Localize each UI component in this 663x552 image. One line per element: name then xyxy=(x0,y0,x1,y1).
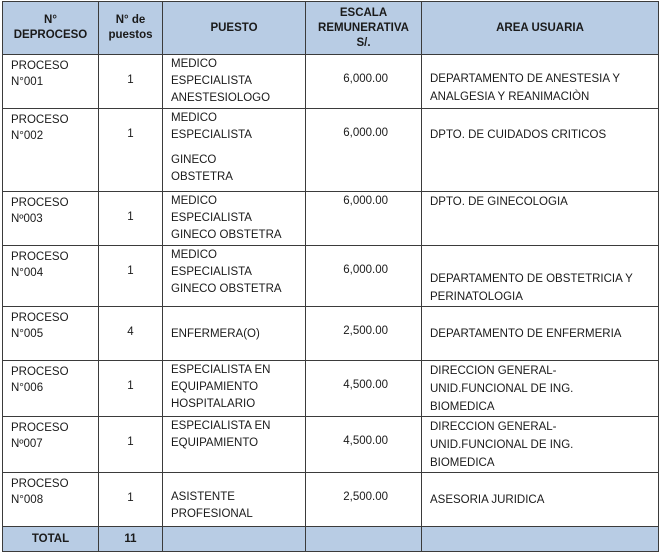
area-line: DPTO. DE GINECOLOGIA xyxy=(430,196,568,208)
area-line: BIOMEDICA xyxy=(430,457,495,469)
table-row xyxy=(3,55,659,109)
puestos-cell xyxy=(99,417,163,473)
puestos-cell xyxy=(99,55,163,109)
proceso-cell xyxy=(3,55,99,109)
header-escala-line: S/. xyxy=(356,36,371,49)
puesto-line: ENFERMERA(O) xyxy=(171,328,260,340)
puesto-line: GINECO OBSTETRA xyxy=(171,229,282,241)
proceso-line: Nº007 xyxy=(11,438,43,450)
puesto-cell xyxy=(163,246,306,307)
escala-cell: 2,500.00 xyxy=(306,307,422,361)
total-value: 11 xyxy=(99,527,163,552)
total-row xyxy=(3,527,659,552)
proceso-line: PROCESO xyxy=(11,114,69,126)
proceso-cell xyxy=(3,417,99,473)
escala-cell: 6,000.00 xyxy=(306,109,422,192)
puesto-cell xyxy=(163,361,306,417)
header-area: AREA USUARIA xyxy=(422,2,659,55)
header-puestos xyxy=(99,2,163,55)
puesto-line: PROFESIONAL xyxy=(171,508,253,520)
proceso-line: N°001 xyxy=(11,76,44,88)
header-puestos-line: puestos xyxy=(108,29,153,41)
total-empty xyxy=(163,527,306,552)
proceso-cell xyxy=(3,192,99,246)
puesto-line: OBSTETRA xyxy=(171,171,233,183)
puestos-cell xyxy=(99,473,163,527)
puestos-value: 4 xyxy=(127,326,134,338)
table-row xyxy=(3,417,659,473)
area-line: DIRECCION GENERAL- xyxy=(430,365,557,377)
puesto-line: GINECO xyxy=(171,154,217,166)
proceso-line: PROCESO xyxy=(11,366,69,378)
total-label: TOTAL xyxy=(3,527,99,552)
puestos-cell xyxy=(99,192,163,246)
proceso-line: N°008 xyxy=(11,494,44,506)
puestos-value: 1 xyxy=(127,265,134,277)
puesto-cell xyxy=(163,417,306,473)
header-puesto: PUESTO xyxy=(163,2,306,55)
puesto-line: GINECO OBSTETRA xyxy=(171,283,282,295)
puestos-value: 1 xyxy=(127,211,134,223)
puesto-line: ESPECIALISTA EN xyxy=(171,364,271,376)
puesto-line: EQUIPAMIENTO xyxy=(171,381,259,393)
line-gap xyxy=(171,144,305,152)
proceso-line: N°005 xyxy=(11,328,44,340)
area-line: DEPARTAMENTO DE OBSTETRICIA Y xyxy=(430,273,633,285)
escala-cell: 4,500.00 xyxy=(306,361,422,417)
table-header xyxy=(3,2,659,55)
area-cell xyxy=(422,109,659,192)
header-puestos-line: N° de xyxy=(115,14,146,26)
puesto-line: HOSPITALARIO xyxy=(171,398,256,410)
proceso-line: PROCESO xyxy=(11,197,69,209)
area-cell xyxy=(422,55,659,109)
proceso-line: PROCESO xyxy=(11,60,69,72)
puesto-line: MEDICO xyxy=(171,112,217,124)
puestos-cell xyxy=(99,361,163,417)
header-escala-line: ESCALA xyxy=(339,6,388,19)
header-escala-line: REMUNERATIVA xyxy=(318,21,409,34)
table-row xyxy=(3,361,659,417)
puestos-cell xyxy=(99,307,163,361)
area-line: DPTO. DE CUIDADOS CRITICOS xyxy=(430,129,607,141)
puesto-line: ESPECIALISTA xyxy=(171,212,252,224)
puesto-line: MEDICO xyxy=(171,249,217,261)
escala-cell: 2,500.00 xyxy=(306,473,422,527)
area-line: ANALGESIA Y REANIMACIÒN xyxy=(430,91,590,103)
proceso-line: Nº003 xyxy=(11,213,43,225)
puesto-cell xyxy=(163,473,306,527)
proceso-line: PROCESO xyxy=(11,422,69,434)
header-proceso-line: N° xyxy=(44,14,57,26)
table-footer xyxy=(3,527,659,552)
table-row xyxy=(3,473,659,527)
puesto-line: ESPECIALISTA xyxy=(171,266,252,278)
proceso-line: PROCESO xyxy=(11,312,69,324)
puestos-value: 1 xyxy=(127,436,134,448)
escala-cell: 6,000.00 xyxy=(306,55,422,109)
puestos-value: 1 xyxy=(127,128,134,140)
proceso-line: N°006 xyxy=(11,382,44,394)
puesto-line: MEDICO xyxy=(171,195,217,207)
puesto-line: MEDICO xyxy=(171,58,217,70)
area-cell xyxy=(422,246,659,307)
header-escala xyxy=(306,2,422,55)
proceso-line: PROCESO xyxy=(11,251,69,263)
convocatoria-table xyxy=(2,1,659,552)
escala-cell: 4,500.00 xyxy=(306,417,422,473)
proceso-cell xyxy=(3,307,99,361)
proceso-cell xyxy=(3,473,99,527)
escala-cell: 6,000.00 xyxy=(306,246,422,307)
area-cell xyxy=(422,192,659,246)
area-line: ASESORIA JURIDICA xyxy=(430,494,545,506)
area-line: UNID.FUNCIONAL DE ING. xyxy=(430,383,574,395)
area-line: BIOMEDICA xyxy=(430,401,495,413)
puestos-cell xyxy=(99,246,163,307)
area-cell xyxy=(422,473,659,527)
puestos-value: 1 xyxy=(127,74,134,86)
puesto-line: ANESTESIOLOGO xyxy=(171,92,271,104)
header-proceso xyxy=(3,2,99,55)
area-line: DEPARTAMENTO DE ANESTESIA Y xyxy=(430,73,621,85)
table-row xyxy=(3,246,659,307)
puesto-cell xyxy=(163,109,306,192)
table-row xyxy=(3,109,659,192)
puesto-cell xyxy=(163,307,306,361)
proceso-line: PROCESO xyxy=(11,478,69,490)
area-cell xyxy=(422,307,659,361)
puesto-cell xyxy=(163,55,306,109)
table-row xyxy=(3,192,659,246)
puesto-line: ESPECIALISTA EN xyxy=(171,420,271,432)
puestos-value: 1 xyxy=(127,492,134,504)
puesto-line: ESPECIALISTA xyxy=(171,129,252,141)
proceso-cell xyxy=(3,361,99,417)
puestos-cell xyxy=(99,109,163,192)
proceso-line: N°002 xyxy=(11,130,44,142)
area-line: UNID.FUNCIONAL DE ING. xyxy=(430,439,574,451)
area-line: DEPARTAMENTO DE ENFERMERIA xyxy=(430,328,622,340)
puesto-line: ESPECIALISTA xyxy=(171,75,252,87)
puesto-line: EQUIPAMIENTO xyxy=(171,437,259,449)
puesto-cell xyxy=(163,192,306,246)
area-cell xyxy=(422,417,659,473)
area-line: PERINATOLOGIA xyxy=(430,291,523,303)
proceso-line: N°004 xyxy=(11,267,44,279)
table-body xyxy=(3,55,659,527)
escala-cell: 6,000.00 xyxy=(306,192,422,246)
table-row xyxy=(3,307,659,361)
puesto-line: ASISTENTE xyxy=(171,491,235,503)
proceso-cell xyxy=(3,109,99,192)
total-empty xyxy=(422,527,659,552)
proceso-cell xyxy=(3,246,99,307)
header-proceso-line: DEPROCESO xyxy=(13,29,88,41)
total-empty xyxy=(306,527,422,552)
area-line: DIRECCION GENERAL- xyxy=(430,421,557,433)
puestos-value: 1 xyxy=(127,380,134,392)
area-cell xyxy=(422,361,659,417)
